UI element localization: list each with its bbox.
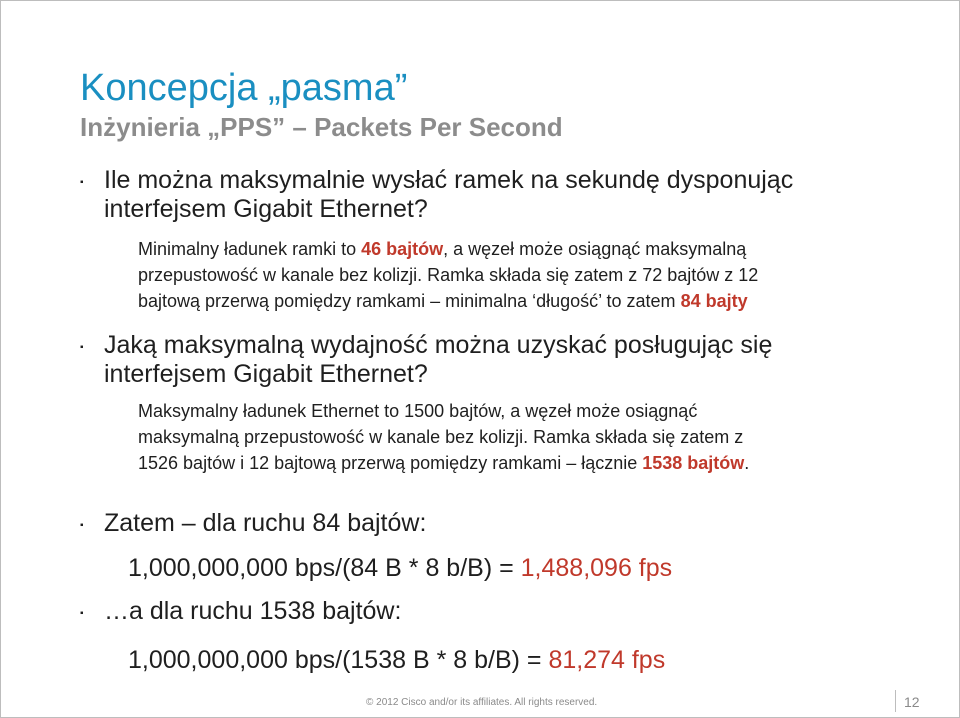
- copyright-footer: © 2012 Cisco and/or its affiliates. All rights reserved.: [366, 697, 598, 708]
- bullet-2-line-1: Jaką maksymalną wydajność można uzyskać posługując się: [104, 331, 773, 359]
- result-2-fps: 81,274 fps: [548, 646, 666, 674]
- slide-subtitle: Inżynieria „PPS” – Packets Per Second: [80, 112, 563, 142]
- highlight-46-bytes: 46 bajtów: [361, 239, 444, 259]
- sub-1-line-1: Minimalny ładunek ramki to 46 bajtów, a węzeł może osiągnąć maksymalną: [138, 239, 747, 259]
- bullet-1-line-1: Ile można maksymalnie wysłać ramek na sekundę dysponując: [104, 166, 794, 194]
- slide-title: Koncepcja „pasma”: [80, 67, 408, 109]
- bullet-marker: ▪: [80, 520, 84, 531]
- sub-1-line-3: bajtową przerwą pomiędzy ramkami – minimalna ‘długość’ to zatem 84 bajty: [138, 291, 748, 311]
- highlight-1538-bytes: 1538 bajtów: [642, 453, 745, 473]
- sub-2-line-2: maksymalną przepustowość w kanale bez kolizji. Ramka składa się zatem z: [138, 427, 744, 447]
- equation-2: 1,000,000,000 bps/(1538 B * 8 b/B) = 81,274 fps: [128, 646, 666, 674]
- sub-2-line-3: 1526 bajtów i 12 bajtową przerwą pomiędzy ramkami – łącznie 1538 bajtów.: [138, 453, 750, 473]
- bullet-marker: ▪: [80, 177, 84, 188]
- footer-divider: [895, 690, 896, 712]
- sub-1-line-2: przepustowość w kanale bez kolizji. Ramka składa się zatem z 72 bajtów z 12: [138, 265, 759, 285]
- bullet-1-line-2: interfejsem Gigabit Ethernet?: [104, 195, 428, 223]
- highlight-84-bytes: 84 bajty: [680, 291, 748, 311]
- bullet-4-line-1: …a dla ruchu 1538 bajtów:: [104, 597, 402, 625]
- sub-2-line-1: Maksymalny ładunek Ethernet to 1500 bajtów, a węzeł może osiągnąć: [138, 401, 698, 421]
- equation-1: 1,000,000,000 bps/(84 B * 8 b/B) = 1,488,096 fps: [128, 554, 673, 582]
- result-1-fps: 1,488,096 fps: [520, 554, 673, 582]
- page-number: 12: [904, 694, 920, 710]
- bullet-2-line-2: interfejsem Gigabit Ethernet?: [104, 360, 428, 388]
- bullet-marker: ▪: [80, 342, 84, 353]
- bullet-3-line-1: Zatem – dla ruchu 84 bajtów:: [104, 509, 427, 537]
- bullet-marker: ▪: [80, 608, 84, 619]
